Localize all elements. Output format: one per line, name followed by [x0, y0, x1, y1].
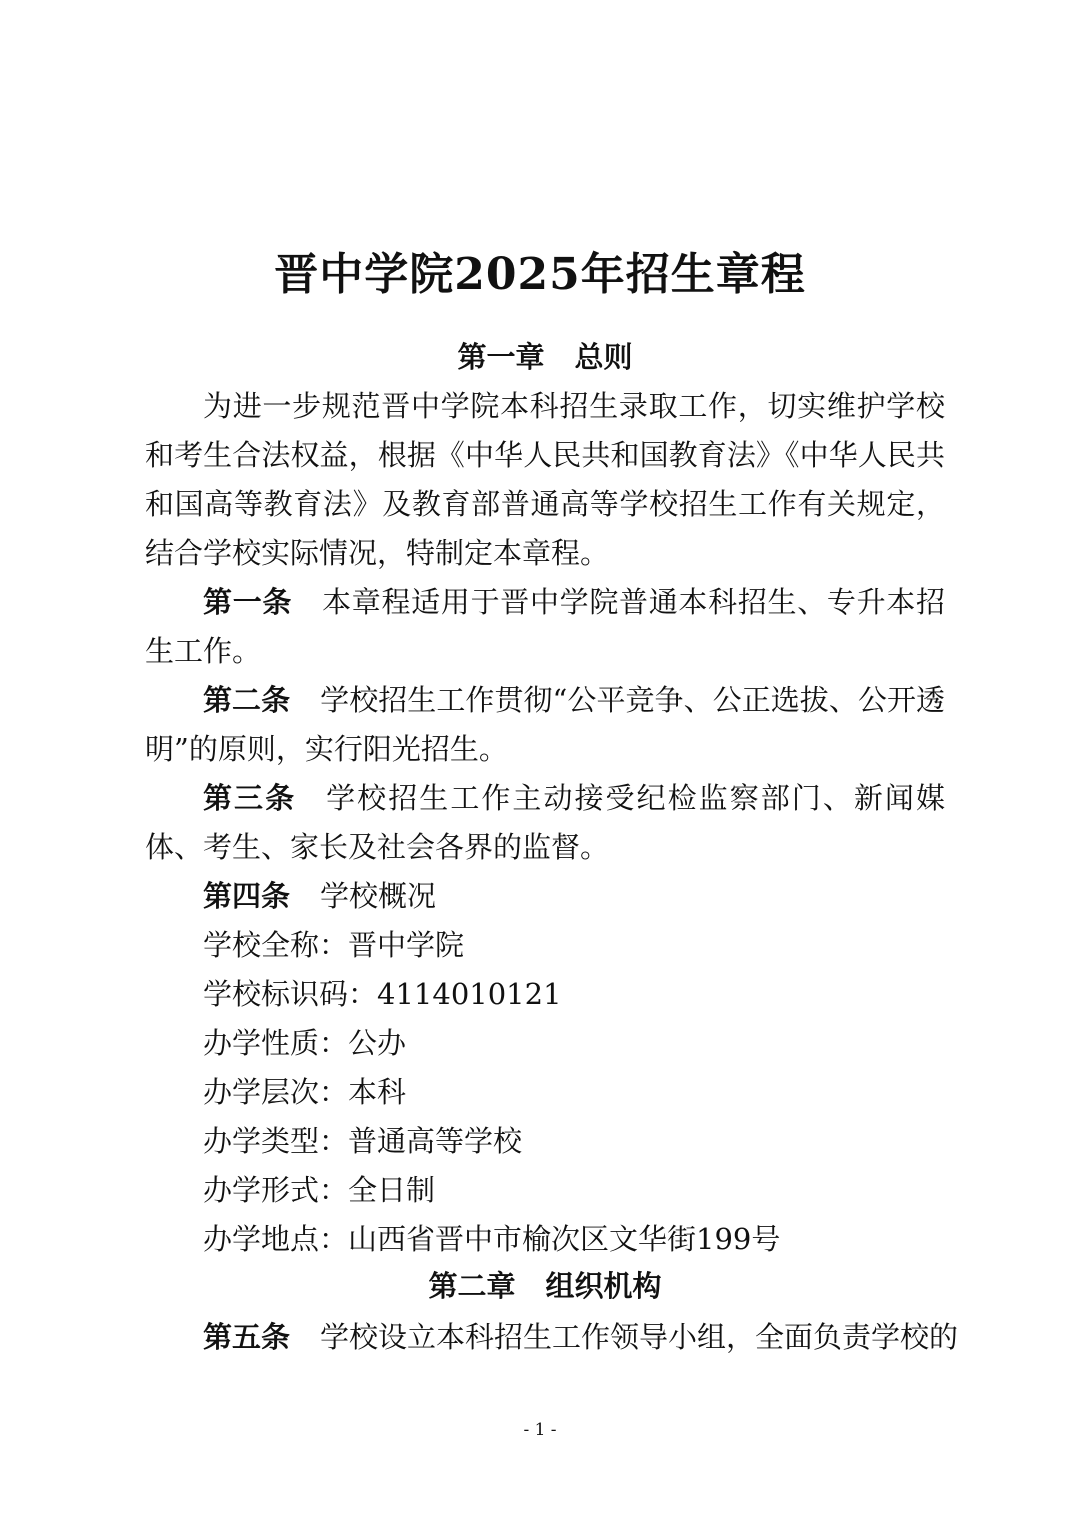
school-info-key: 办学性质：: [203, 1026, 349, 1060]
school-info-value: 晋中学院: [348, 928, 465, 962]
school-info-row: [203, 1170, 435, 1210]
article-4: [203, 876, 436, 916]
chapter-1-heading: [0, 337, 1080, 377]
school-info-row: [203, 1121, 522, 1161]
school-info-row: [203, 974, 562, 1014]
school-info-key: 办学类型：: [203, 1124, 349, 1158]
chapter-2-heading: [0, 1266, 1080, 1306]
chapter-1-name: 总则: [574, 340, 633, 374]
chapter-1-number: 第一章: [457, 340, 545, 374]
article-2: [145, 676, 945, 774]
intro-paragraph: 为进一步规范晋中学院本科招生录取工作，切实维护学校和考生合法权益，根据《中华人民共和国教育法》《中华人民共和国高等教育法》及教育部普通高等学校招生工作有关规定，结合学校实际情况，特制定本章程。: [145, 389, 945, 570]
article-1-text: 本章程适用于晋中学院普通本科招生、专升本招生工作。: [145, 585, 945, 668]
school-info-value: 山西省晋中市榆次区文华街199号: [348, 1222, 781, 1256]
article-5-text: 学校设立本科招生工作领导小组，全面负责学校的: [320, 1320, 959, 1354]
school-info-row: [203, 925, 464, 965]
school-info-key: 学校标识码：: [203, 977, 378, 1011]
school-info-key: 办学地点：: [203, 1222, 349, 1256]
school-info-key: 办学层次：: [203, 1075, 349, 1109]
school-info-row: [203, 1023, 406, 1063]
article-2-label: 第二条: [203, 683, 291, 717]
page-number: - 1 -: [523, 1420, 557, 1440]
school-info-value: 本科: [348, 1075, 407, 1109]
article-2-text: 学校招生工作贯彻“公平竞争、公正选拔、公开透明”的原则，实行阳光招生。: [145, 683, 945, 766]
article-1: [145, 578, 945, 676]
article-5: [203, 1317, 958, 1357]
school-info-value: 公办: [348, 1026, 407, 1060]
article-5-label: 第五条: [203, 1320, 291, 1354]
article-1-label: 第一条: [203, 585, 293, 619]
school-info-value: 4114010121: [377, 977, 562, 1011]
article-3: [145, 774, 945, 872]
article-4-text: 学校概况: [320, 879, 437, 913]
article-3-label: 第三条: [203, 781, 297, 815]
chapter-2-name: 组织机构: [545, 1269, 662, 1303]
article-3-text: 学校招生工作主动接受纪检监察部门、新闻媒体、考生、家长及社会各界的监督。: [145, 781, 945, 864]
school-info-row: [203, 1219, 780, 1259]
school-info-value: 全日制: [348, 1173, 436, 1207]
school-info-key: 学校全称：: [203, 928, 349, 962]
document-title: 晋中学院2025年招生章程: [274, 249, 806, 300]
school-info-value: 普通高等学校: [348, 1124, 523, 1158]
school-info-row: [203, 1072, 406, 1112]
chapter-2-number: 第二章: [428, 1269, 516, 1303]
article-4-label: 第四条: [203, 879, 291, 913]
school-info-key: 办学形式：: [203, 1173, 349, 1207]
